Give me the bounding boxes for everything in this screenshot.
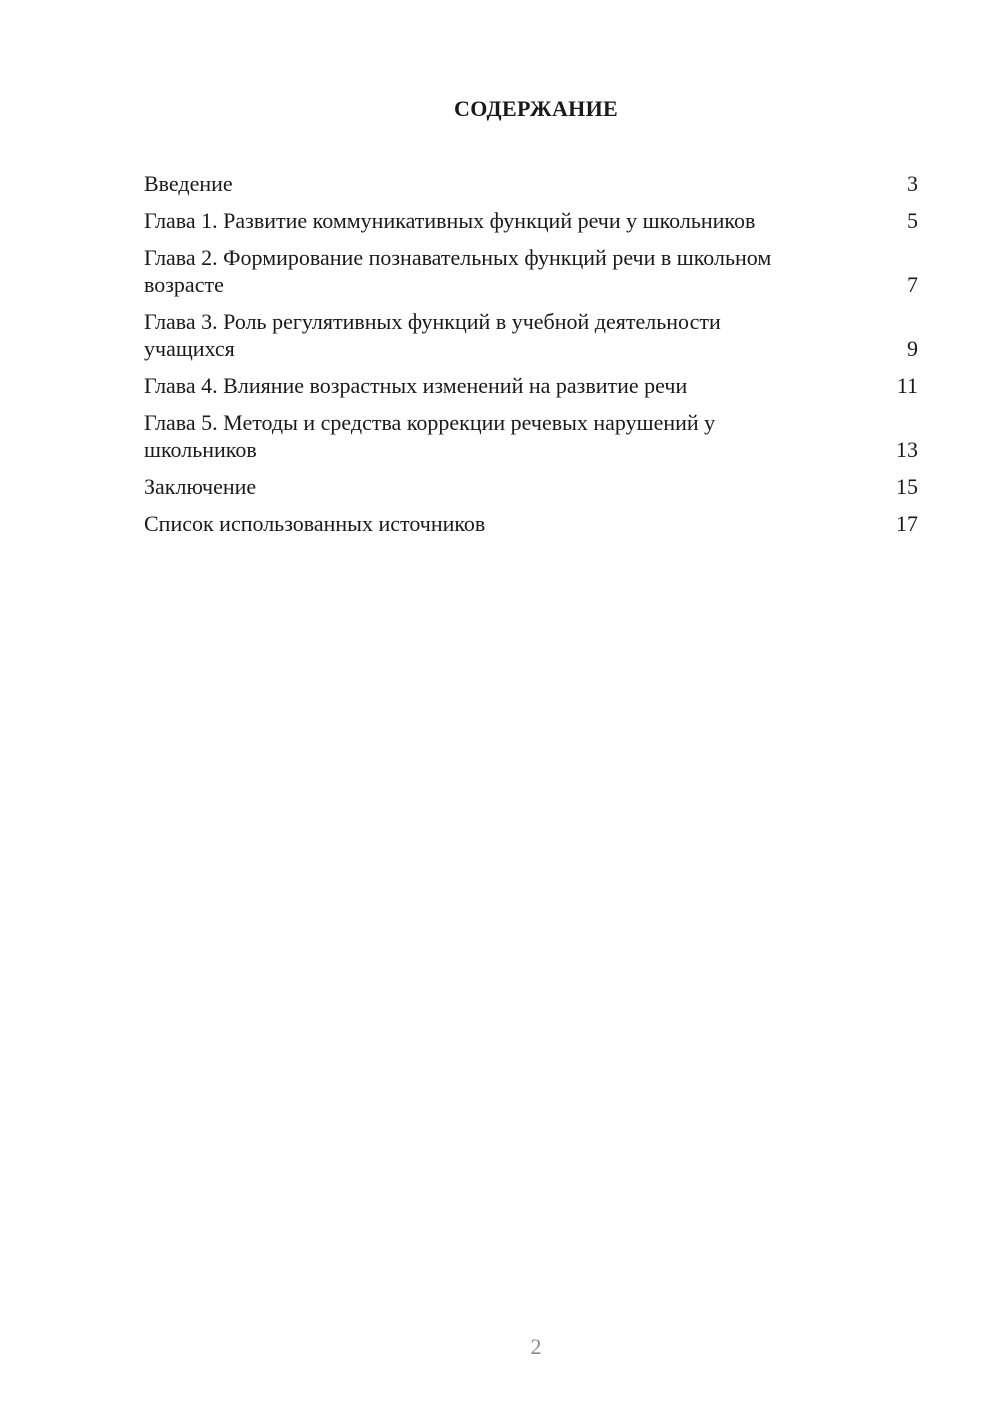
toc-item-text: Глава 2. Формирование познавательных функций речи в школьном возрасте: [144, 245, 772, 297]
toc-item-text: Заключение: [144, 474, 257, 499]
toc-item-page: 7: [907, 272, 918, 297]
toc-item-chapter-3: [144, 308, 918, 362]
toc-item-introduction: [144, 170, 918, 197]
page-title: СОДЕРЖАНИЕ: [454, 96, 618, 121]
toc-item-chapter-2: [144, 244, 918, 298]
toc-item-page: 5: [907, 208, 918, 233]
toc-item-chapter-5: [144, 409, 918, 463]
toc-item-text: Глава 5. Методы и средства коррекции речевых нарушений у школьников: [144, 410, 716, 462]
page-number: 2: [530, 1334, 542, 1359]
toc-item-text: Глава 4. Влияние возрастных изменений на развитие речи: [144, 373, 688, 398]
toc-item-text: Глава 3. Роль регулятивных функций в учебной деятельности учащихся: [144, 309, 721, 361]
toc-item-page: 13: [896, 437, 918, 462]
toc-item-text: Введение: [144, 171, 233, 196]
toc-item-chapter-4: [144, 372, 918, 399]
toc-item-text: Список использованных источников: [144, 511, 486, 536]
toc-item-page: 9: [907, 336, 918, 361]
toc-item-chapter-1: [144, 207, 918, 234]
toc-item-text: Глава 1. Развитие коммуникативных функций речи у школьников: [144, 208, 756, 233]
toc-item-page: 11: [896, 373, 918, 398]
table-of-contents: [144, 170, 918, 547]
toc-item-page: 17: [896, 511, 918, 536]
toc-item-conclusion: [144, 473, 918, 500]
toc-item-page: 3: [907, 171, 918, 196]
toc-item-page: 15: [896, 474, 918, 499]
toc-item-references: [144, 510, 918, 537]
